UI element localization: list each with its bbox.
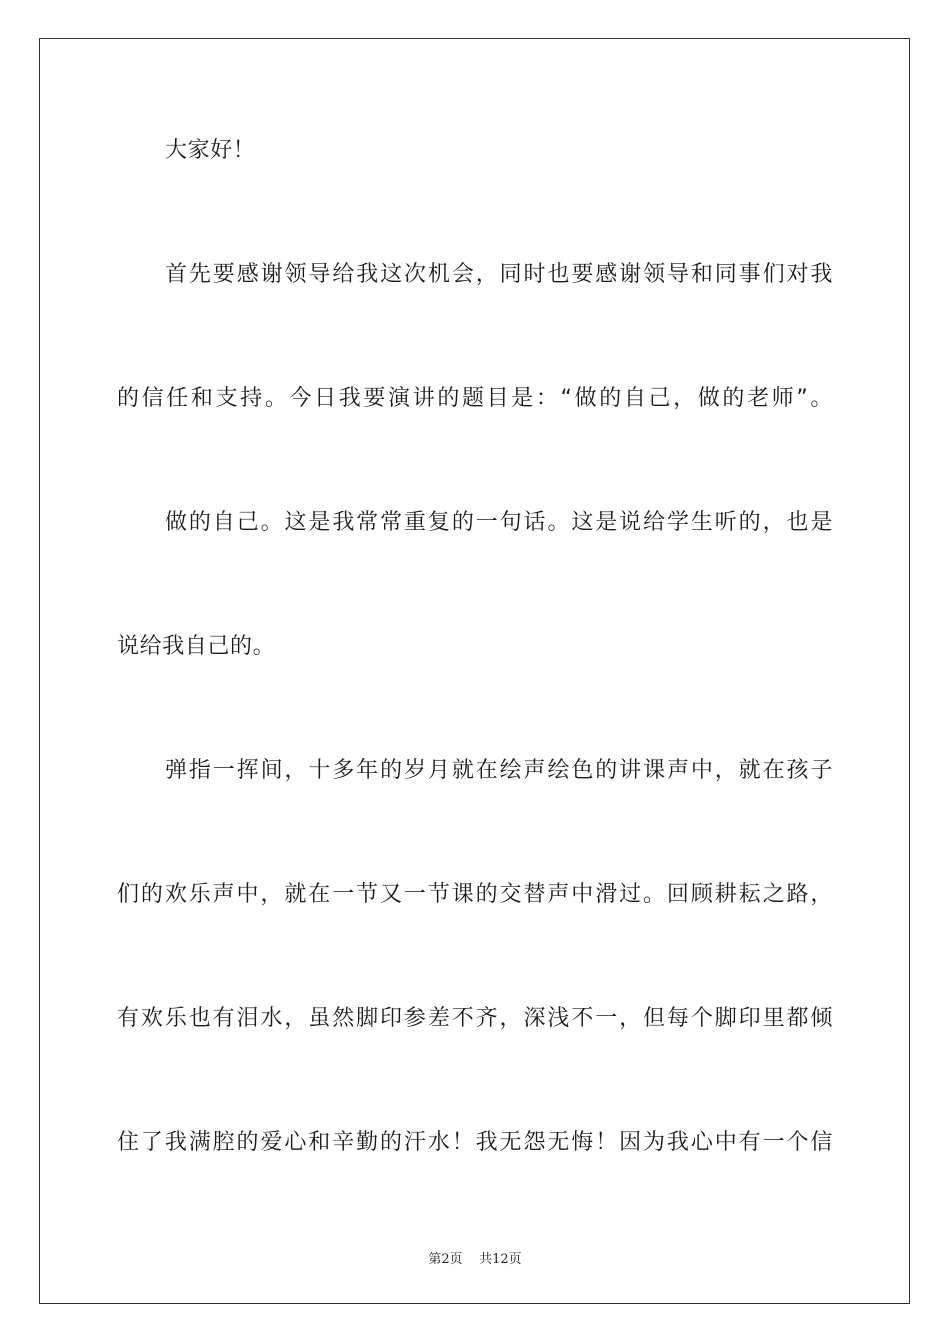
page-footer bbox=[0, 1248, 950, 1267]
paragraph-2-line-2: 说给我自己的。 bbox=[117, 634, 276, 659]
paragraph-1-line-1: 首先要感谢领导给我这次机会，同时也要感谢领导和同事们对我 bbox=[165, 262, 833, 287]
paragraph-1-line-2: 的信任和支持。今日我要演讲的题目是：“做的自己，做的老师”。 bbox=[117, 386, 833, 411]
paragraph-2-line-1: 做的自己。这是我常常重复的一句话。这是说给学生听的，也是 bbox=[165, 510, 833, 535]
paragraph-3-line-2: 们的欢乐声中，就在一节又一节课的交替声中滑过。回顾耕耘之路， bbox=[117, 882, 833, 907]
paragraph-3-line-4: 住了我满腔的爱心和辛勤的汗水！我无怨无悔！因为我心中有一个信 bbox=[117, 1130, 833, 1155]
paragraph-3-line-1: 弹指一挥间，十多年的岁月就在绘声绘色的讲课声中，就在孩子 bbox=[165, 758, 833, 783]
greeting-line: 大家好！ bbox=[165, 138, 256, 163]
page-number: 第2页 bbox=[428, 1252, 463, 1267]
page-frame bbox=[39, 38, 910, 1304]
page-total: 共12页 bbox=[479, 1252, 522, 1267]
paragraph-3-line-3: 有欢乐也有泪水，虽然脚印参差不齐，深浅不一，但每个脚印里都倾 bbox=[117, 1006, 833, 1031]
